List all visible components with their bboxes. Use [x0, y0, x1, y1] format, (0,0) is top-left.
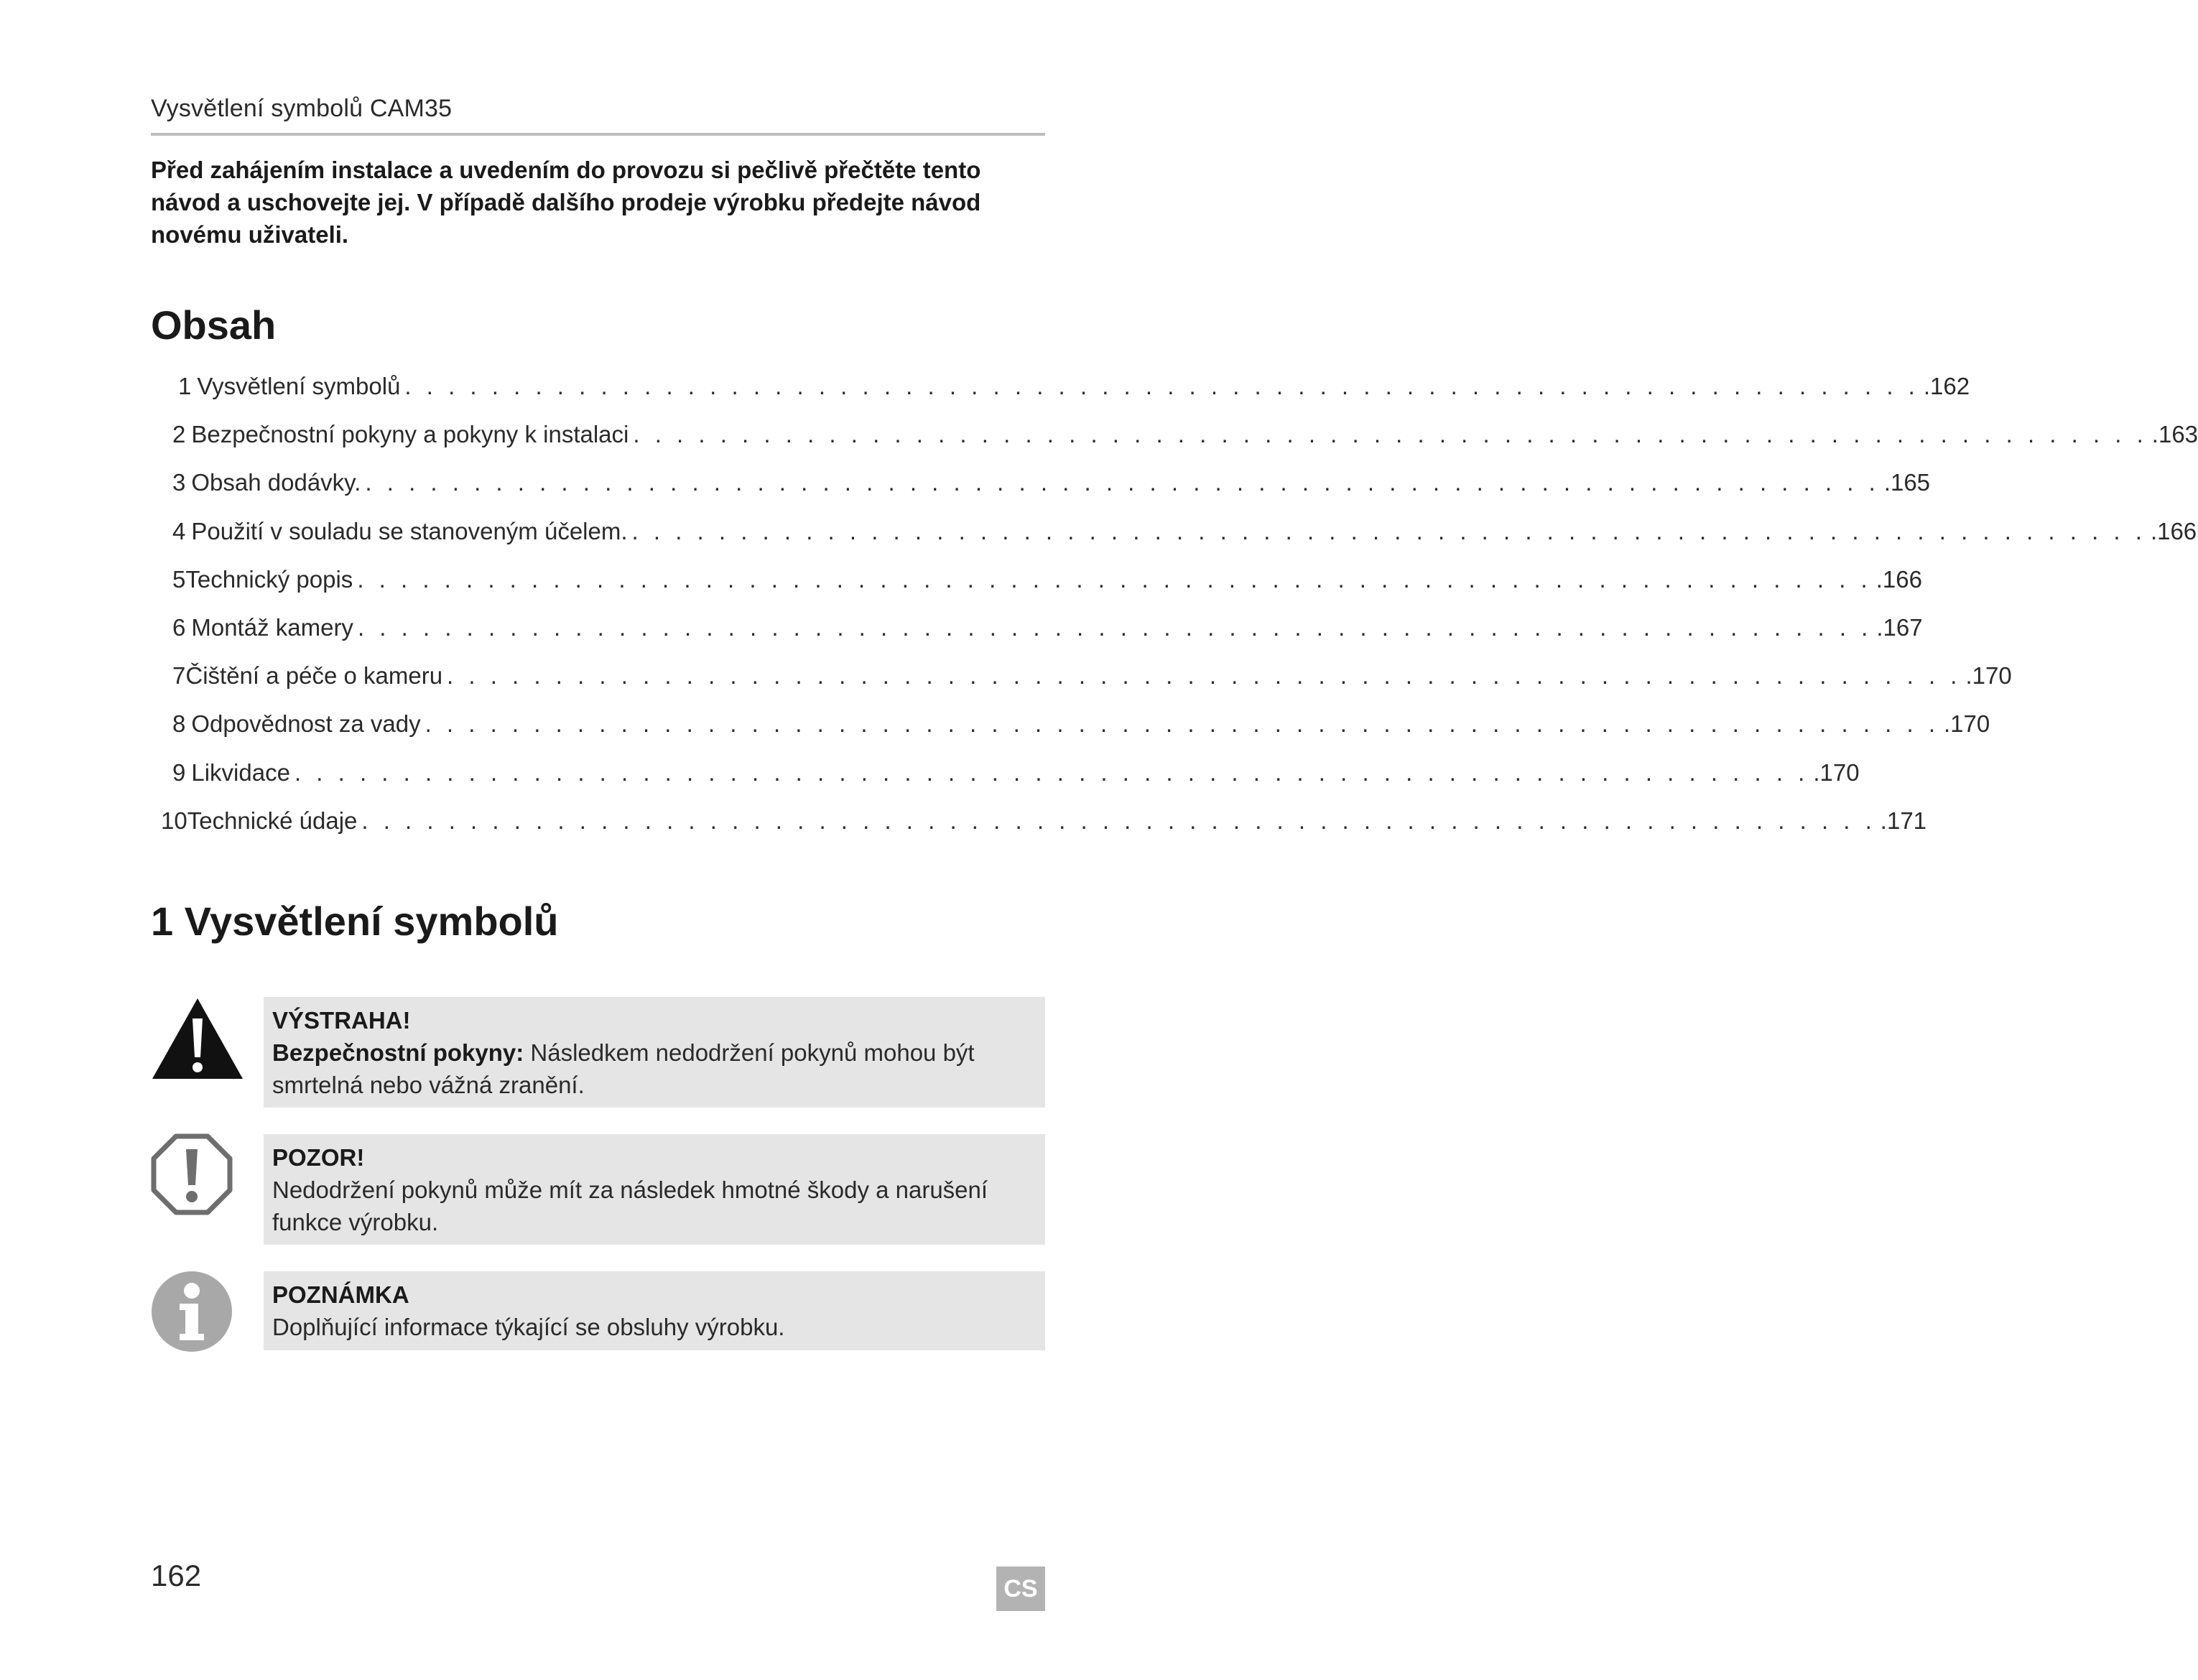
toc-title: Odpovědnost za vady [191, 710, 421, 737]
toc-title: Likvidace [191, 759, 290, 786]
note-text: Doplňující informace týkající se obsluhy výrobku. [272, 1314, 785, 1340]
note-heading: POZNÁMKA [272, 1281, 409, 1308]
toc-title: Použití v souladu se stanoveným účelem. [191, 518, 628, 544]
warning-body: Následkem nedodržení pokynů mohou být smrtelná nebo vážná zranění. [272, 1039, 975, 1098]
contents-heading: Obsah [151, 302, 277, 348]
toc-page: .166 [2150, 518, 2197, 544]
language-badge: CS [996, 1567, 1045, 1611]
toc-entry-1[interactable] [178, 371, 1970, 402]
toc-page: .167 [1876, 614, 1923, 641]
toc-leader-dots: . . . . . . . . . . . . . . . . . . . . . . . . . . . . . . . . . . . . . . . . . . . . . . . . . . . . . . . . . . . . . . . . . . . . . . [631, 518, 2146, 544]
intro-paragraph: Před zahájením instalace a uvedením do provozu si pečlivě přečtěte tento návod a uschovejte jej. V případě dalšího prodeje výrobku předejte návod novému uživateli. [151, 157, 981, 248]
warning-text [272, 1036, 1037, 1101]
toc-page: .170 [1965, 662, 2012, 689]
toc-number: 6 [172, 614, 186, 641]
octagon-exclamation-icon [151, 1133, 233, 1215]
info-icon [151, 1271, 233, 1352]
toc-entry-3[interactable] [172, 467, 1931, 498]
toc-entry-2[interactable] [172, 419, 2198, 450]
toc-leader-dots: . . . . . . . . . . . . . . . . . . . . . . . . . . . . . . . . . . . . . . . . . . . . . . . . . . . . . . . . . . . . . . . . . . . . . . [633, 421, 2148, 447]
toc-leader-dots: . . . . . . . . . . . . . . . . . . . . . . . . . . . . . . . . . . . . . . . . . . . . . . . . . . . . . . . . . . . . . . . . . . . . . . [294, 759, 1809, 786]
warning-heading: VÝSTRAHA! [272, 1007, 411, 1034]
toc-entry-9[interactable] [172, 757, 1860, 789]
toc-page: .171 [1880, 807, 1927, 834]
toc-title: Vysvětlení symbolů [197, 373, 401, 399]
toc-number: 10 [161, 807, 187, 834]
toc-title: Technické údaje [187, 807, 358, 834]
toc-title: Obsah dodávky. [191, 469, 361, 496]
running-header: Vysvětlení symbolů CAM35 [151, 95, 453, 122]
toc-number: 5 [172, 566, 186, 593]
header-rule [151, 133, 1045, 136]
toc-entry-10[interactable] [161, 805, 1927, 837]
toc-leader-dots: . . . . . . . . . . . . . . . . . . . . . . . . . . . . . . . . . . . . . . . . . . . . . . . . . . . . . . . . . . . . . . . . . . . . . . [365, 469, 1880, 496]
toc-entry-4[interactable] [172, 516, 2197, 547]
toc-page: .165 [1883, 469, 1931, 496]
toc-leader-dots: . . . . . . . . . . . . . . . . . . . . . . . . . . . . . . . . . . . . . . . . . . . . . . . . . . . . . . . . . . . . . . . . . . . . . . [447, 662, 1962, 689]
warning-triangle-icon [151, 997, 244, 1080]
toc-title: Technický popis [185, 566, 353, 593]
toc-entry-7[interactable] [172, 660, 2012, 692]
toc-page: .170 [1813, 759, 1860, 786]
toc-number: 8 [172, 710, 186, 737]
toc-number: 9 [172, 759, 186, 786]
caution-heading: POZOR! [272, 1144, 365, 1171]
warning-bold-lead: Bezpečnostní pokyny: [272, 1039, 524, 1066]
section-heading: 1 Vysvětlení symbolů [151, 899, 559, 944]
toc-number: 3 [172, 469, 186, 496]
toc-leader-dots: . . . . . . . . . . . . . . . . . . . . . . . . . . . . . . . . . . . . . . . . . . . . . . . . . . . . . . . . . . . . . . . . . . . . . . [361, 807, 1876, 834]
toc-number: 2 [172, 421, 186, 447]
toc-entry-5[interactable] [172, 564, 1922, 595]
caution-text: Nedodržení pokynů může mít za následek hmotné škody a narušení funkce výrobku. [272, 1177, 988, 1235]
toc-page: .162 [1923, 373, 1970, 399]
toc-page: .166 [1875, 566, 1922, 593]
toc-number: 4 [172, 518, 186, 544]
toc-entry-6[interactable] [172, 612, 1923, 644]
toc-entry-8[interactable] [172, 708, 1990, 740]
toc-leader-dots: . . . . . . . . . . . . . . . . . . . . . . . . . . . . . . . . . . . . . . . . . . . . . . . . . . . . . . . . . . . . . . . . . . . . . . [357, 566, 1872, 593]
toc-leader-dots: . . . . . . . . . . . . . . . . . . . . . . . . . . . . . . . . . . . . . . . . . . . . . . . . . . . . . . . . . . . . . . . . . . . . . . [404, 373, 1919, 399]
caution-notice [264, 1134, 1045, 1245]
toc-page: .163 [2151, 421, 2198, 447]
toc-number: 1 [178, 373, 192, 399]
toc-leader-dots: . . . . . . . . . . . . . . . . . . . . . . . . . . . . . . . . . . . . . . . . . . . . . . . . . . . . . . . . . . . . . . . . . . . . . . [357, 614, 1873, 641]
toc-leader-dots: . . . . . . . . . . . . . . . . . . . . . . . . . . . . . . . . . . . . . . . . . . . . . . . . . . . . . . . . . . . . . . . . . . . . . . [425, 710, 1939, 737]
toc-title: Montáž kamery [191, 614, 353, 641]
toc-number: 7 [172, 662, 186, 689]
note-notice [264, 1271, 1045, 1350]
warning-notice [264, 997, 1045, 1108]
page-number: 162 [151, 1559, 202, 1592]
toc-title: Bezpečnostní pokyny a pokyny k instalaci [191, 421, 629, 447]
toc-title: Čištění a péče o kameru [185, 662, 443, 689]
toc-page: .170 [1944, 710, 1990, 737]
